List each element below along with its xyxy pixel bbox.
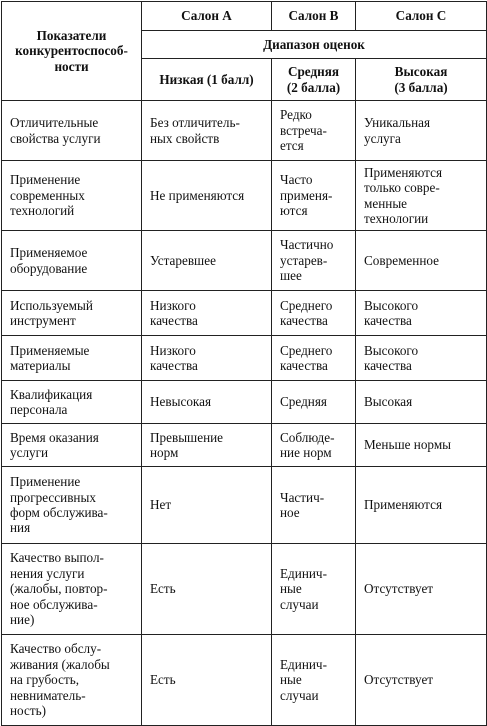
cell-low: Превышение норм xyxy=(142,424,272,467)
table-row xyxy=(2,231,487,291)
table-row xyxy=(2,381,487,424)
cell-mid: Редко встреча- ется xyxy=(272,101,356,161)
cell-high: Высокого качества xyxy=(356,291,487,336)
table-row xyxy=(2,467,487,544)
cell-low: Низкого качества xyxy=(142,291,272,336)
cell-mid: Часто применя- ются xyxy=(272,161,356,231)
row-label: Качество выпол- нения услуги (жалобы, повтор- ное обслужива- ние) xyxy=(2,544,142,635)
row-label: Квалификация персонала xyxy=(2,381,142,424)
header-level-mid: Средняя (2 балла) xyxy=(272,59,356,101)
row-label: Время оказания услуги xyxy=(2,424,142,467)
competitiveness-table xyxy=(1,1,487,726)
row-label: Применение прогрессивных форм обслужива- ния xyxy=(2,467,142,544)
cell-low: Без отличитель- ных свойств xyxy=(142,101,272,161)
header-indicators: Показатели конкурентоспособ- ности xyxy=(2,2,142,101)
cell-low: Низкого качества xyxy=(142,336,272,381)
cell-low: Есть xyxy=(142,544,272,635)
cell-high: Меньше нормы xyxy=(356,424,487,467)
table-row xyxy=(2,101,487,161)
cell-high: Отсутствует xyxy=(356,635,487,726)
cell-low: Нет xyxy=(142,467,272,544)
header-salon-b: Салон B xyxy=(272,2,356,31)
cell-high: Уникальная услуга xyxy=(356,101,487,161)
row-label: Применяемые материалы xyxy=(2,336,142,381)
cell-mid: Частич- ное xyxy=(272,467,356,544)
table-row xyxy=(2,424,487,467)
cell-mid: Средняя xyxy=(272,381,356,424)
table-row xyxy=(2,544,487,635)
cell-high: Применяются только совре- менные технологии xyxy=(356,161,487,231)
table-row xyxy=(2,161,487,231)
header-salon-a: Салон А xyxy=(142,2,272,31)
row-label: Применение современных технологий xyxy=(2,161,142,231)
row-label: Качество обслу- живания (жалобы на грубость, невниматель- ность) xyxy=(2,635,142,726)
cell-mid: Единич- ные случаи xyxy=(272,635,356,726)
cell-high: Отсутствует xyxy=(356,544,487,635)
header-level-high: Высокая (3 балла) xyxy=(356,59,487,101)
cell-high: Высокого качества xyxy=(356,336,487,381)
header-range: Диапазон оценок xyxy=(142,31,487,59)
table-row xyxy=(2,336,487,381)
cell-high: Применяются xyxy=(356,467,487,544)
cell-mid: Среднего качества xyxy=(272,291,356,336)
cell-low: Устаревшее xyxy=(142,231,272,291)
row-label: Используемый инструмент xyxy=(2,291,142,336)
header-salon-c: Салон C xyxy=(356,2,487,31)
cell-mid: Единич- ные случаи xyxy=(272,544,356,635)
row-label: Применяемое оборудование xyxy=(2,231,142,291)
table-row xyxy=(2,635,487,726)
cell-mid: Частично устарев- шее xyxy=(272,231,356,291)
cell-low: Невысокая xyxy=(142,381,272,424)
cell-low: Есть xyxy=(142,635,272,726)
cell-mid: Среднего качества xyxy=(272,336,356,381)
cell-high: Высокая xyxy=(356,381,487,424)
table-row xyxy=(2,291,487,336)
header-level-low: Низкая (1 балл) xyxy=(142,59,272,101)
row-label: Отличительные свойства услуги xyxy=(2,101,142,161)
cell-low: Не применяются xyxy=(142,161,272,231)
cell-high: Современное xyxy=(356,231,487,291)
cell-mid: Соблюде- ние норм xyxy=(272,424,356,467)
